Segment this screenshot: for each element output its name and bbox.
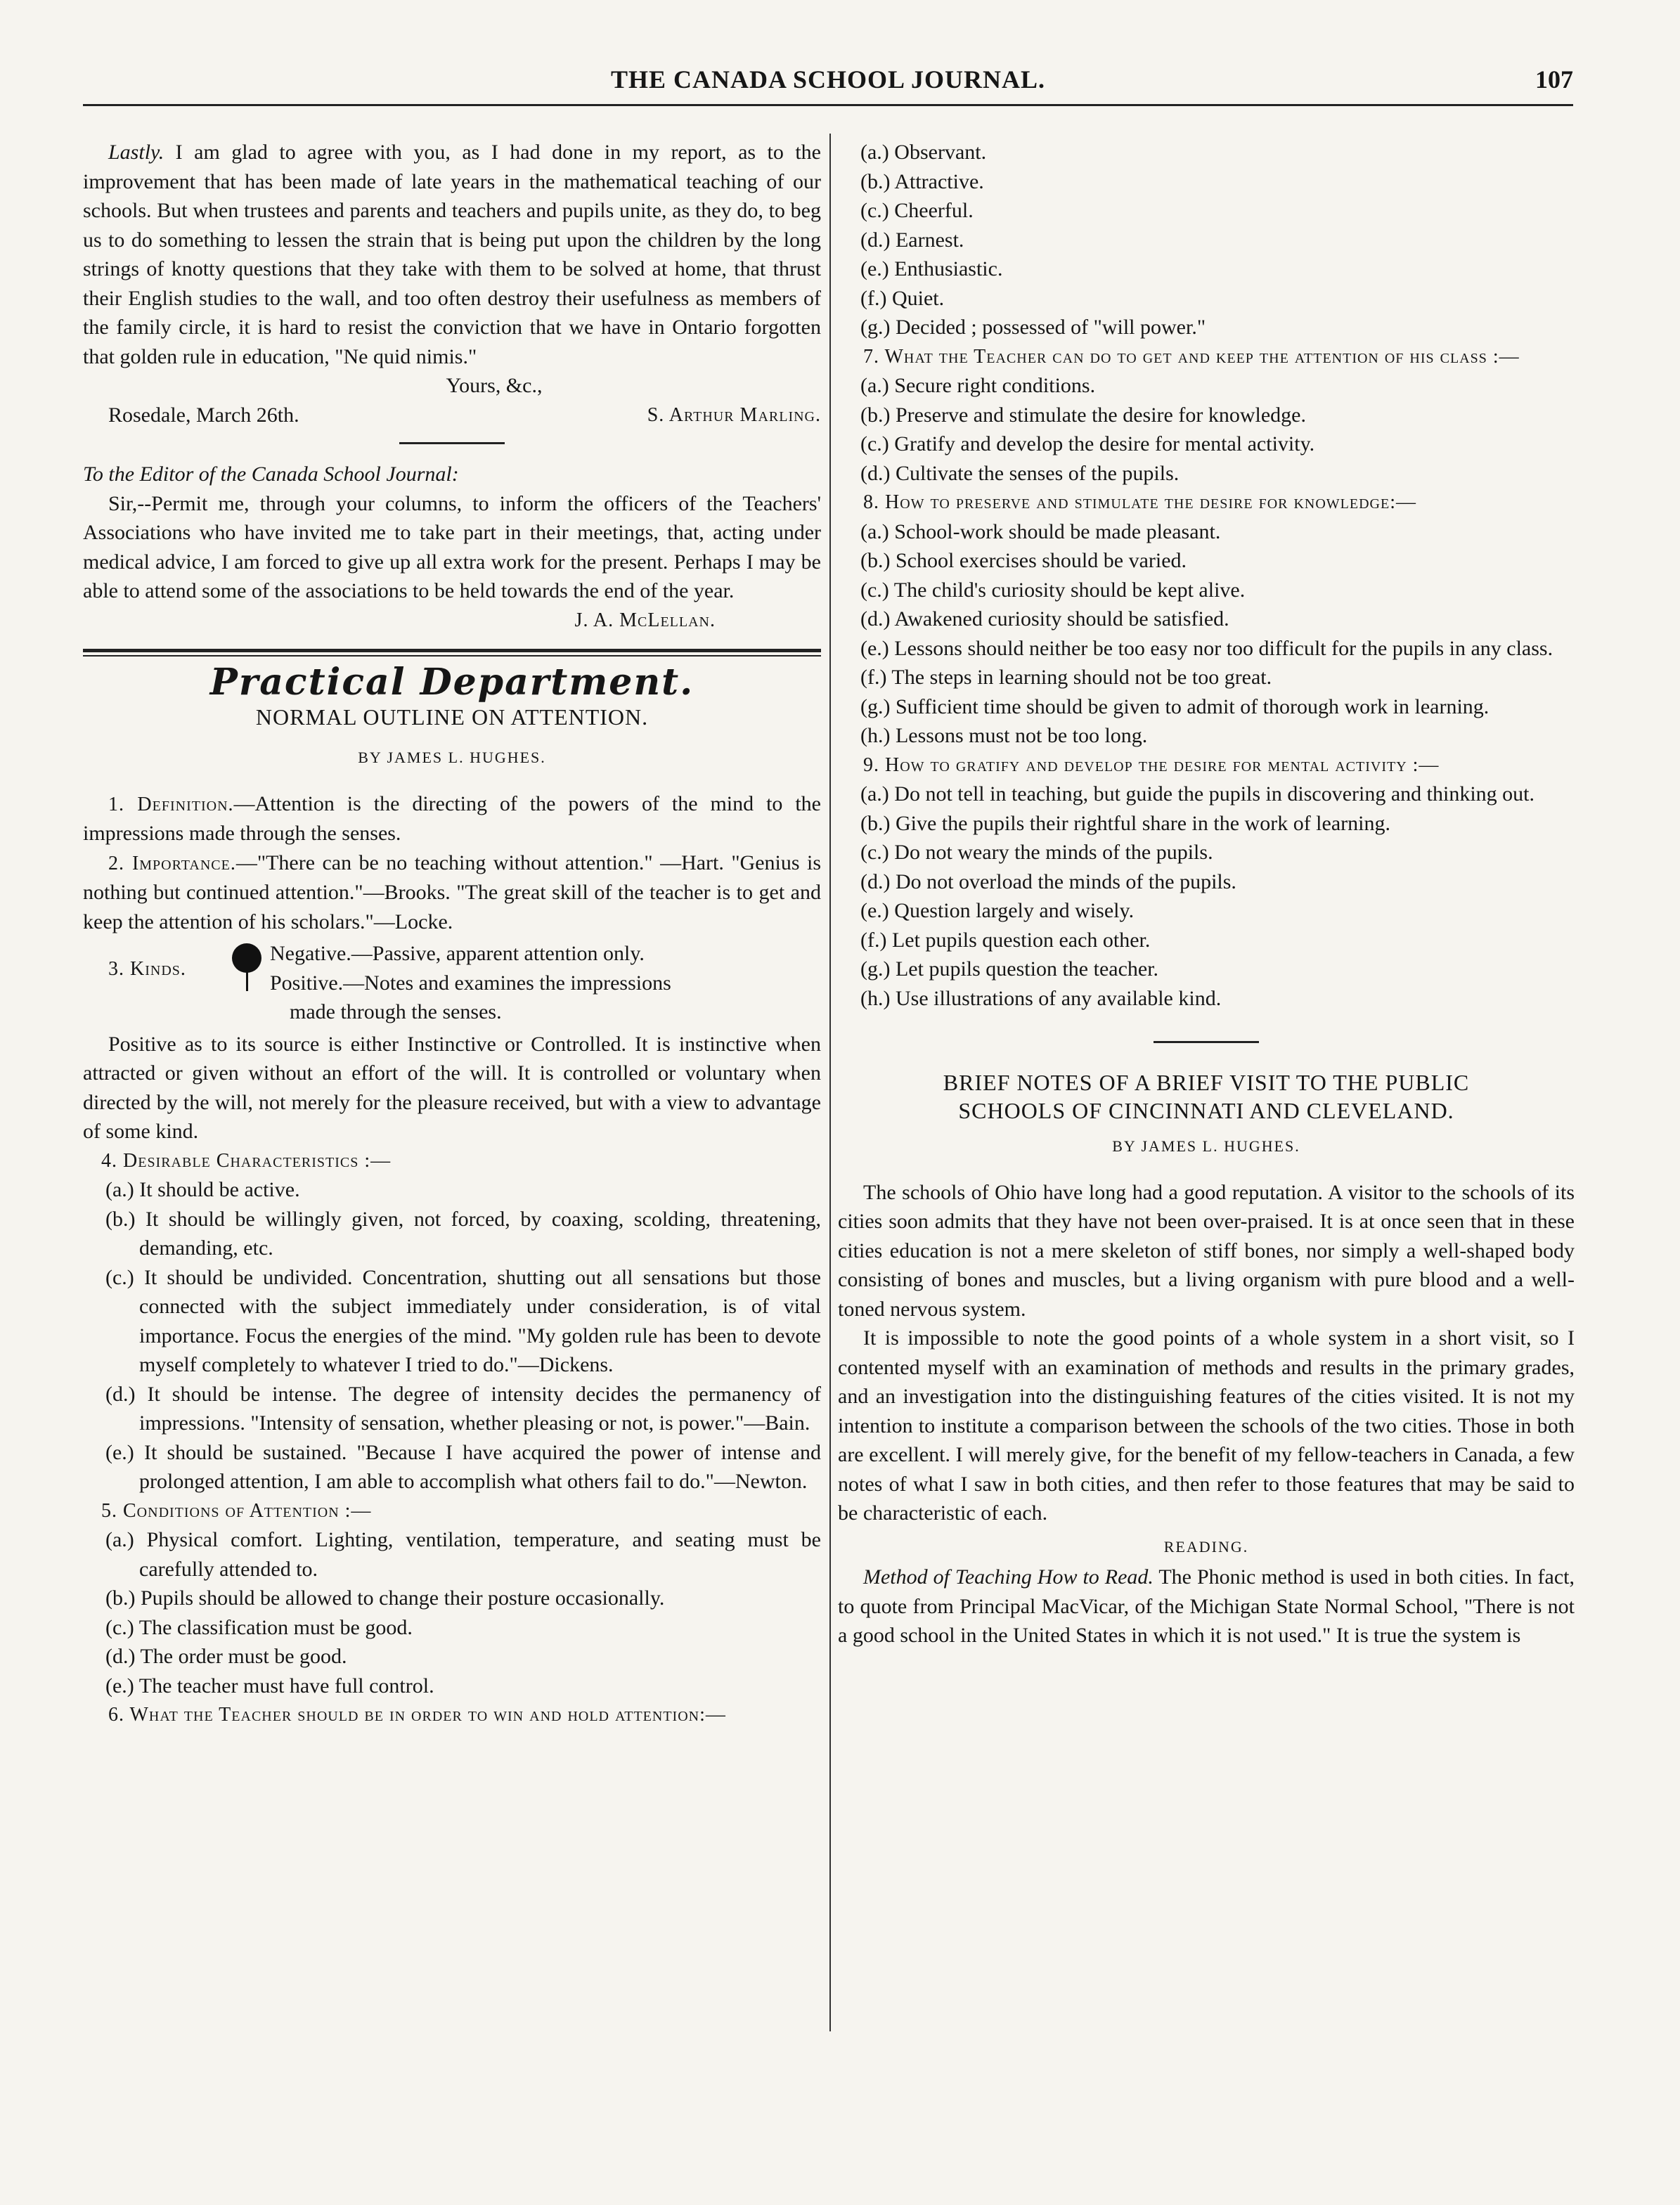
kinds-branches <box>270 939 821 1027</box>
list-item: (g.) Decided ; possessed of "will power." <box>860 316 1206 339</box>
list-item: (e.) Question largely and wisely. <box>860 899 1135 922</box>
desirable-heading: 4. Desirable Characteristics :— <box>101 1149 392 1172</box>
eight-heading: 8. How to preserve and stimulate the desire for knowledge:— <box>863 491 1416 513</box>
list-item: (e.) The teacher must have full control. <box>105 1674 434 1698</box>
list-item: (c.) Do not weary the minds of the pupils. <box>860 841 1213 864</box>
journal-title: THE CANADA SCHOOL JOURNAL. <box>610 65 1046 93</box>
list-item: (c.) Gratify and develop the desire for mental activity. <box>860 432 1315 455</box>
lastly-paragraph <box>83 138 821 371</box>
list-item: (d.) Earnest. <box>860 228 964 252</box>
list-item: (h.) Use illustrations of any available kind. <box>860 986 1222 1010</box>
list-item: (e.) Enthusiastic. <box>860 257 1003 280</box>
page-number: 107 <box>1535 65 1573 93</box>
kinds-block <box>83 939 821 1027</box>
list-item: (d.) Awakened curiosity should be satisfied. <box>860 607 1229 631</box>
list-item: (b.) School exercises should be varied. <box>860 549 1187 572</box>
list-item: (a.) School-work should be made pleasant. <box>860 519 1221 543</box>
seven-heading: 7. What the Teacher can do to get and keep the attention of his class :— <box>863 345 1520 368</box>
outline-byline: BY JAMES L. HUGHES. <box>358 749 546 766</box>
kinds-negative: Negative.—Passive, apparent attention only. <box>270 942 645 965</box>
section-rule <box>399 442 505 444</box>
impossible-paragraph: It is impossible to note the good points of a whole system in a short visit, so I contented myself with an examination of methods and results in the primary grades, and an investigation into the distinguishing features of the cities visited. It is not my intention to institute a comparison between the schools of the two cities. Those in both are excellent. I will merely give, for the benefit of my fellow-teachers in Canada, a few notes of what I saw in both cities, and then refer to those features that may be said to be characteristic of each. <box>838 1326 1575 1525</box>
lastly-lead: Lastly. <box>108 141 164 164</box>
kinds-positive: Positive.—Notes and examines the impressions <box>270 971 671 995</box>
list-item: (f.) Quiet. <box>860 286 945 310</box>
list-item: (f.) Let pupils question each other. <box>860 928 1151 952</box>
place-date: Rosedale, March 26th. <box>108 403 299 427</box>
list-item: (c.) The child's curiosity should be kept alive. <box>860 578 1246 602</box>
list-item: (a.) Secure right conditions. <box>860 374 1096 397</box>
signature-line-1 <box>83 401 821 430</box>
kinds-label: 3. Kinds. <box>108 958 186 980</box>
brief-notes-title: BRIEF NOTES OF A BRIEF VISIT TO THE PUBLIC SCHOOLS OF CINCINNATI AND CLEVELAND. <box>943 1070 1470 1123</box>
header-rule <box>83 104 1573 106</box>
department-heading: Practical Department. <box>209 661 694 704</box>
page-header <box>83 65 1573 107</box>
list-item: (d.) The order must be good. <box>105 1645 347 1668</box>
list-item: (c.) Cheerful. <box>860 199 974 222</box>
list-item: (d.) Cultivate the senses of the pupils. <box>860 461 1180 485</box>
list-item: (h.) Lessons must not be too long. <box>860 724 1148 747</box>
brief-byline: BY JAMES L. HUGHES. <box>1112 1137 1300 1155</box>
editor-address: To the Editor of the Canada School Journal: <box>83 463 459 486</box>
section-rule <box>1154 1041 1259 1043</box>
list-item: (g.) Let pupils question the teacher. <box>860 957 1159 981</box>
list-item: (e.) It should be sustained. "Because I have acquired the power of intense and prolonged attention, I am able to accomplish what others fail to do."—Newton. <box>105 1440 821 1493</box>
list-item: (a.) Physical comfort. Lighting, ventilation, temperature, and seating must be carefully attended to. <box>105 1528 821 1581</box>
list-item: (e.) Lessons should neither be too easy nor too difficult for the pupils in any class. <box>860 636 1553 660</box>
list-item: (c.) It should be undivided. Concentration, shutting out all sensations but those connected with the subject immediately under consideration, is of vital importance. Focus the energies of the mind. "My golden rule has been to devote myself completely to whatever I tried to do."—Dickens. <box>105 1265 821 1376</box>
list-item: (a.) It should be active. <box>105 1178 300 1201</box>
importance-paragraph: 2. Importance.—"There can be no teaching without attention." —Hart. "Genius is nothing but continued attention."—Brooks. "The great skill of the teacher is to get and keep the attention of his scholars."—Locke. <box>83 851 822 933</box>
list-item: (d.) It should be intense. The degree of intensity decides the permanency of impressions. "Intensity of sensation, whether pleasing or not, is power."—Bain. <box>105 1382 821 1435</box>
left-column <box>83 138 821 1730</box>
double-rule <box>83 649 821 657</box>
list-item: (g.) Sufficient time should be given to admit of thorough work in learning. <box>860 694 1490 718</box>
method-paragraph: Method of Teaching How to Read. The Phonic method is used in both cities. In fact, to quote from Principal MacVicar, of the Michigan State Normal School, "There is not a good school in the United States in which it is not used." It is true the system is <box>838 1565 1575 1647</box>
list-item: (b.) It should be willingly given, not forced, by coaxing, scolding, threatening, demanding, etc. <box>105 1207 821 1260</box>
sir-letter: Sir,--Permit me, through your columns, to inform the officers of the Teachers' Associations who have invited me to take part in their meetings, that, acting under medical advice, I am forced to give up all extra work for the present. Perhaps I may be able to attend some of the associations to be held towards the end of the year. <box>83 491 821 602</box>
nine-heading: 9. How to gratify and develop the desire for mental activity :— <box>863 754 1440 776</box>
positive-paragraph: Positive as to its source is either Instinctive or Controlled. It is instinctive when attracted or given without an effort of the will. It is controlled or voluntary when directed by the will, not merely for the pleasure received, but with a view to advantage of some kind. <box>83 1032 821 1143</box>
list-item: (b.) Preserve and stimulate the desire for knowledge. <box>860 403 1306 427</box>
list-item: (a.) Do not tell in teaching, but guide the pupils in discovering and thinking out. <box>860 782 1535 806</box>
list-item: (a.) Observant. <box>860 141 987 164</box>
outline-title: NORMAL OUTLINE ON ATTENTION. <box>255 704 649 730</box>
six-heading: 6. What the Teacher should be in order to win and hold attention:— <box>108 1704 726 1726</box>
list-item: (b.) Attractive. <box>860 169 984 193</box>
signer-marling: S. Arthur Marling. <box>647 403 821 426</box>
list-item: (f.) The steps in learning should not be too great. <box>860 666 1272 689</box>
list-item: (b.) Give the pupils their rightful share in the work of learning. <box>860 811 1390 835</box>
lastly-text: I am glad to agree with you, as I had done in my report, as to the improvement that has been made of late years in the mathematical teaching of our schools. But when trustees and parents and teachers and pupils unite, as they do, to beg us to do something to lessen the strain that is being put upon the children by the long strings of knotty questions that they take with them to be solved at home, that thrust their English studies to the wall, and too often destroy their usefulness as members of the family circle, it is hard to resist the conviction that we have in Ontario forgotten that golden rule in education, "Ne quid nimis." <box>83 141 821 368</box>
ink-blot-brace-icon <box>228 939 270 995</box>
reading-heading: READING. <box>1163 1537 1249 1556</box>
conditions-heading: 5. Conditions of Attention :— <box>101 1499 372 1522</box>
column-divider <box>829 134 831 2031</box>
kinds-positive-cont: made through the senses. <box>290 1000 502 1023</box>
list-item: (d.) Do not overload the minds of the pupils. <box>860 869 1236 893</box>
yours-line: Yours, &c., <box>446 374 543 397</box>
list-item: (c.) The classification must be good. <box>105 1615 413 1639</box>
list-item: (b.) Pupils should be allowed to change their posture occasionally. <box>105 1586 665 1610</box>
ohio-paragraph: The schools of Ohio have long had a good reputation. A visitor to the schools of its cities soon admits that they have not been over-praised. It is at once seen that in these cities education is not a mere skeleton of stiff bones, nor simply a well-shaped body consisting of bones and muscles, but a living organism with pure blood and a well-toned nervous system. <box>838 1180 1575 1321</box>
definition-paragraph: 1. Definition.—Attention is the directing of the powers of the mind to the impressions made through the senses. <box>83 791 821 845</box>
signer-mclellan: J. A. McLellan. <box>574 609 716 631</box>
right-column <box>838 138 1575 1650</box>
